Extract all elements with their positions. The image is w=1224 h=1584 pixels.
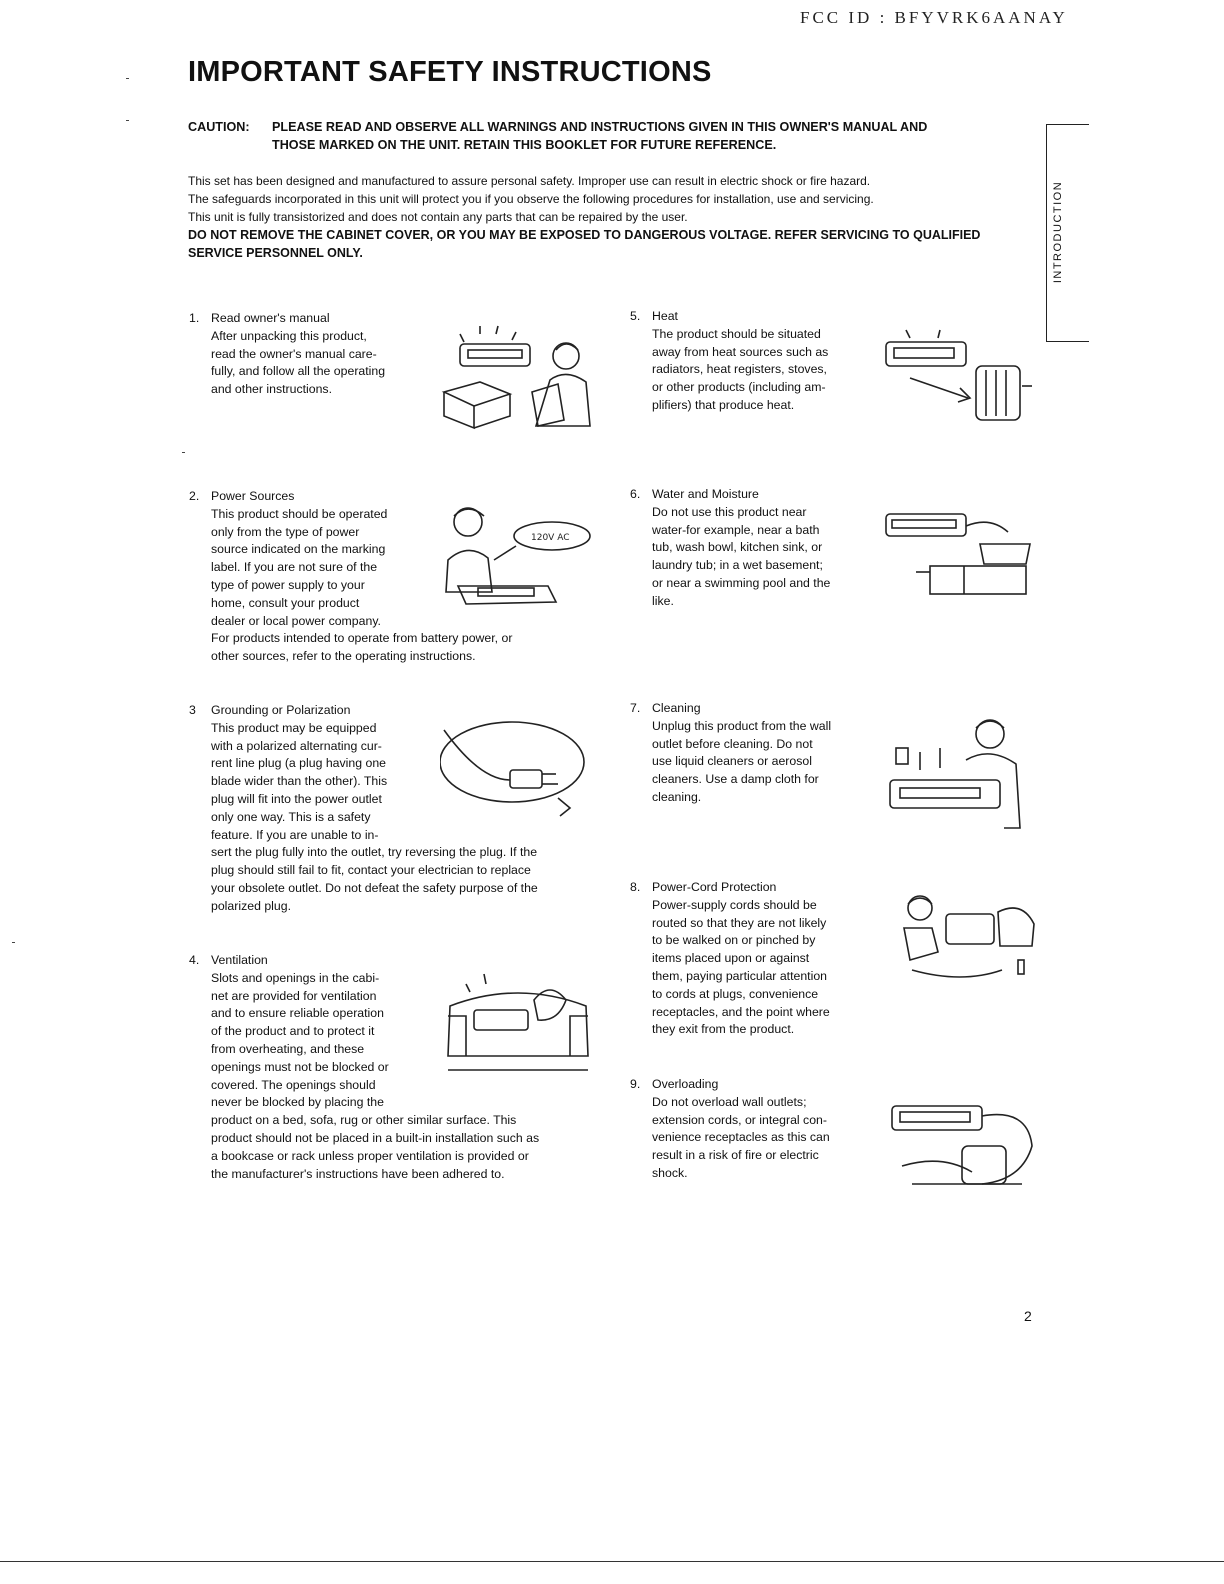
item-line: This product may be equipped [211, 720, 377, 735]
item-line: source indicated on the marking [211, 542, 386, 557]
item-power-cord [630, 879, 872, 1039]
item-line: openings must not be blocked or [211, 1059, 389, 1074]
item-title: Grounding or Polarization [211, 703, 351, 717]
item-number: 9. [630, 1077, 641, 1091]
item-line: type of power supply to your [211, 577, 365, 592]
caution-block [188, 118, 1048, 154]
item-line: This product should be operated [211, 506, 388, 521]
item-line: Do not overload wall outlets; [652, 1094, 807, 1109]
item-line: a bookcase or rack unless proper ventilation is provided or [211, 1148, 529, 1163]
item-line: read the owner's manual care- [211, 346, 377, 361]
cleaning-illustration [880, 712, 1030, 830]
intro-line-3: This unit is fully transistorized and does not contain any parts that can be repaired by the user. [188, 210, 688, 224]
item-line: they exit from the product. [652, 1022, 795, 1037]
item-line: plug should still fail to fit, contact your electrician to replace [211, 863, 531, 878]
item-line: or near a swimming pool and the [652, 575, 831, 590]
item-line: cleaners. Use a damp cloth for [652, 772, 819, 787]
item-line: use liquid cleaners or aerosol [652, 754, 812, 769]
item-line: to cords at plugs, convenience [652, 986, 819, 1001]
item-title: Heat [652, 309, 678, 323]
water-sink-illustration [880, 506, 1038, 602]
item-line: sert the plug fully into the outlet, try reversing the plug. If the [211, 845, 538, 860]
item-line: receptacles, and the point where [652, 1004, 830, 1019]
item-line: For products intended to operate from battery power, or [211, 631, 513, 646]
item-line: only from the type of power [211, 524, 360, 539]
item-line: or other products (including am- [652, 380, 826, 395]
item-line: The product should be situated [652, 326, 821, 341]
intro-warning: DO NOT REMOVE THE CABINET COVER, OR YOU MAY BE EXPOSED TO DANGEROUS VOLTAGE. REFER SERVICING TO QUALIFIED SERVICE PERSONNEL ONLY. [188, 228, 981, 260]
item-title: Power Sources [211, 489, 295, 503]
item-line: covered. The openings should [211, 1077, 376, 1092]
item-line: laundry tub; in a wet basement; [652, 558, 823, 573]
item-line: Do not use this product near [652, 504, 807, 519]
voltage-label: 120V AC [531, 533, 570, 543]
item-read-manual [189, 310, 441, 399]
item-title: Overloading [652, 1077, 719, 1091]
intro-line-1: This set has been designed and manufactured to assure personal safety. Improper use can result in electric shock or fire hazard. [188, 174, 871, 188]
page-title: IMPORTANT SAFETY INSTRUCTIONS [188, 56, 712, 88]
item-line: and to ensure reliable operation [211, 1006, 384, 1021]
item-line: from overheating, and these [211, 1041, 365, 1056]
item-line: other sources, refer to the operating instructions. [211, 649, 476, 664]
item-line: to be walked on or pinched by [652, 933, 816, 948]
heat-radiator-illustration [880, 326, 1040, 430]
item-number: 3 [189, 703, 196, 717]
item-cleaning [630, 700, 872, 807]
item-line: never be blocked by placing the [211, 1095, 384, 1110]
item-line: them, paying particular attention [652, 968, 827, 983]
overloading-illustration [882, 1090, 1038, 1194]
caution-line-1: PLEASE READ AND OBSERVE ALL WARNINGS AND INSTRUCTIONS GIVEN IN THIS OWNER'S MANUAL AND [272, 120, 928, 134]
item-line: items placed upon or against [652, 951, 810, 966]
reading-manual-illustration [440, 320, 600, 430]
power-label-illustration [438, 502, 598, 610]
item-line: Unplug this product from the wall [652, 718, 832, 733]
item-number: 1. [189, 311, 200, 325]
item-line: of the product and to protect it [211, 1024, 375, 1039]
item-heat [630, 308, 872, 415]
item-water-moisture [630, 486, 872, 611]
item-line: label. If you are not sure of the [211, 560, 378, 575]
item-line: shock. [652, 1165, 688, 1180]
caution-label: CAUTION: [188, 120, 250, 134]
item-number: 5. [630, 309, 641, 323]
item-line: away from heat sources such as [652, 344, 829, 359]
intro-paragraph [188, 172, 1038, 262]
item-line: your obsolete outlet. Do not defeat the safety purpose of the [211, 880, 538, 895]
item-line: water-for example, near a bath [652, 522, 820, 537]
item-line: outlet before cleaning. Do not [652, 736, 813, 751]
item-overloading [630, 1076, 872, 1183]
fcc-id: FCC ID : BFYVRK6AANAY [800, 8, 1068, 27]
item-line: rent line plug (a plug having one [211, 756, 387, 771]
item-title: Power-Cord Protection [652, 880, 777, 894]
item-line: After unpacking this product, [211, 328, 367, 343]
item-line: with a polarized alternating cur- [211, 738, 382, 753]
item-line: and other instructions. [211, 382, 332, 397]
item-line: venience receptacles as this can [652, 1130, 830, 1145]
scan-mark [126, 78, 129, 79]
item-line: polarized plug. [211, 898, 291, 913]
section-tab-label: INTRODUCTION [1052, 180, 1064, 284]
item-line: plug will fit into the power outlet [211, 791, 382, 806]
item-title: Water and Moisture [652, 487, 759, 501]
bottom-rule [0, 1561, 1224, 1562]
item-line: dealer or local power company. [211, 613, 381, 628]
cord-protection-illustration [882, 890, 1038, 990]
item-line: product on a bed, sofa, rug or other similar surface. This [211, 1113, 517, 1128]
item-line: cleaning. [652, 789, 702, 804]
item-title: Read owner's manual [211, 311, 330, 325]
scan-mark [182, 452, 185, 453]
item-line: like. [652, 593, 674, 608]
item-line: result in a risk of fire or electric [652, 1148, 819, 1163]
ventilation-sofa-illustration [438, 970, 598, 1078]
scan-mark [126, 120, 129, 121]
item-line: tub, wash bowl, kitchen sink, or [652, 540, 823, 555]
item-number: 7. [630, 701, 641, 715]
item-number: 6. [630, 487, 641, 501]
item-line: fully, and follow all the operating [211, 364, 386, 379]
page-number: 2 [1024, 1308, 1032, 1324]
item-title: Ventilation [211, 953, 268, 967]
item-line: radiators, heat registers, stoves, [652, 362, 827, 377]
item-line: only one way. This is a safety [211, 809, 371, 824]
item-line: the manufacturer's instructions have been adhered to. [211, 1166, 505, 1181]
item-line: extension cords, or integral con- [652, 1112, 827, 1127]
scan-mark [12, 942, 15, 943]
intro-line-2: The safeguards incorporated in this unit will protect you if you observe the following procedures for installation, use and servicing. [188, 192, 874, 206]
item-line: product should not be placed in a built-in installation such as [211, 1130, 540, 1145]
item-number: 4. [189, 953, 200, 967]
item-line: feature. If you are unable to in- [211, 827, 379, 842]
item-line: blade wider than the other). This [211, 774, 388, 789]
item-line: home, consult your product [211, 595, 360, 610]
item-line: plifiers) that produce heat. [652, 397, 795, 412]
item-number: 2. [189, 489, 200, 503]
polarized-plug-illustration [440, 720, 590, 830]
item-title: Cleaning [652, 701, 701, 715]
item-line: Power-supply cords should be [652, 897, 817, 912]
item-line: Slots and openings in the cabi- [211, 970, 380, 985]
item-line: routed so that they are not likely [652, 915, 827, 930]
item-line: net are provided for ventilation [211, 988, 377, 1003]
caution-line-2: THOSE MARKED ON THE UNIT. RETAIN THIS BOOKLET FOR FUTURE REFERENCE. [272, 138, 777, 152]
item-number: 8. [630, 880, 641, 894]
